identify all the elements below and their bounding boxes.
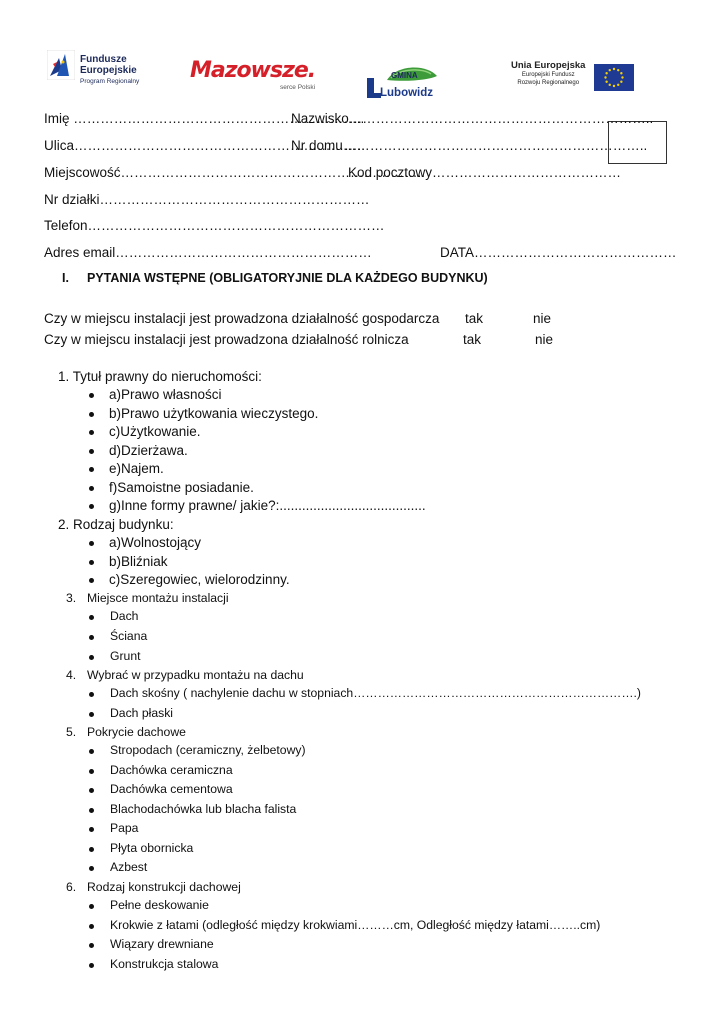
q6-title: Rodzaj konstrukcji dachowej <box>87 880 241 894</box>
bullet-icon <box>89 827 94 832</box>
bullet-icon <box>89 769 94 774</box>
q1-option[interactable]: b)Prawo użytkowania wieczystego. <box>109 405 319 421</box>
q6-option[interactable]: Pełne deskowanie <box>110 898 209 912</box>
bullet-icon <box>89 847 94 852</box>
section-title: PYTANIA WSTĘPNE (OBLIGATORYJNIE DLA KAŻDEGO BUDYNKU) <box>87 271 488 285</box>
ue-line3: Rozwoju Regionalnego <box>517 80 580 86</box>
q1-title: 1. Tytuł prawny do nieruchomości: <box>58 369 262 384</box>
q5-option[interactable]: Płyta obornicka <box>110 840 194 855</box>
q5-option[interactable]: Blachodachówka lub blacha falista <box>110 801 297 816</box>
q5-title: Pokrycie dachowe <box>87 725 186 739</box>
name-field[interactable]: Imię ……………………………………………………….. <box>44 111 365 126</box>
q2-option[interactable]: b)Bliźniak <box>109 553 168 569</box>
bullet-icon <box>89 449 94 454</box>
q3-option[interactable]: Grunt <box>110 649 141 663</box>
agriculture-yes-option[interactable]: tak <box>463 332 482 347</box>
plot-number-field[interactable]: Nr działki…………………………………………………… <box>44 192 370 207</box>
bullet-icon <box>89 578 94 583</box>
surname-field[interactable]: Nazwisko………………………………………………………….. <box>291 111 654 126</box>
street-field[interactable]: Ulica……………………………………………………….. <box>44 138 366 153</box>
q4-option[interactable]: Dach skośny ( nachylenie dachu w stopniach…………………………………………………………….) <box>110 686 641 700</box>
bullet-icon <box>89 412 94 417</box>
date-field[interactable]: DATA……………………………………… <box>440 245 677 260</box>
agriculture-no-option[interactable]: nie <box>535 332 554 347</box>
q1-option[interactable]: e)Najem. <box>109 461 164 476</box>
logos-header <box>0 44 724 100</box>
phone-field[interactable]: Telefon………………………………………………………… <box>44 218 385 233</box>
bullet-icon <box>89 467 94 472</box>
q5-option[interactable]: Dachówka ceramiczna <box>110 762 233 777</box>
q3-option[interactable]: Ściana <box>110 629 148 643</box>
business-yes-option[interactable]: tak <box>465 311 484 326</box>
bullet-icon <box>89 963 94 968</box>
ue-line2: Europejski Fundusz <box>521 71 575 78</box>
q2-option[interactable]: c)Szeregowiec, wielorodzinny. <box>109 572 290 587</box>
q2-title: 2. Rodzaj budynku: <box>58 517 174 532</box>
gmina-lubowidz-logo-icon <box>367 66 447 102</box>
mazowsze-subtitle: serce Polski <box>280 84 316 91</box>
q3-number: 3. <box>66 591 77 605</box>
bullet-icon <box>89 943 94 948</box>
bullet-icon <box>89 504 94 509</box>
q4-option[interactable]: Dach płaski <box>110 706 173 720</box>
fundusze-line3: Program Regionalny <box>80 78 140 85</box>
q1-option[interactable]: d)Dzierżawa. <box>109 442 188 458</box>
q1-option[interactable]: f)Samoistne posiadanie. <box>109 479 254 495</box>
bullet-icon <box>89 560 94 565</box>
bullet-icon <box>89 486 94 491</box>
section-numeral: I. <box>62 271 69 285</box>
bullet-icon <box>89 788 94 793</box>
bullet-icon <box>89 541 94 546</box>
ue-title: Unia Europejska <box>511 60 586 71</box>
bullet-icon <box>89 808 94 813</box>
fundusze-europejskie-logo-icon <box>47 50 75 80</box>
email-field[interactable]: Adres email………………………………………………… <box>44 245 372 260</box>
q4-number: 4. <box>66 668 77 682</box>
q1-option[interactable]: g)Inne formy prawne/ jakie?:....................................... <box>109 498 426 513</box>
postal-code-field[interactable]: Kod pocztowy…………………………………… <box>348 165 622 180</box>
fundusze-europejskie-text <box>80 54 139 87</box>
bullet-icon <box>89 655 94 660</box>
fundusze-line2: Europejskie <box>80 65 137 76</box>
fundusze-line1: Fundusze <box>80 54 127 65</box>
q1-option[interactable]: a)Prawo własności <box>109 387 222 402</box>
q3-option[interactable]: Dach <box>110 609 139 623</box>
q5-option[interactable]: Azbest <box>110 860 148 874</box>
house-number-field[interactable]: Nr domu………………………………………………………….. <box>291 138 648 153</box>
q5-option[interactable]: Dachówka cementowa <box>110 782 233 796</box>
question-business: Czy w miejscu instalacji jest prowadzona działalność gospodarcza <box>44 311 440 326</box>
bullet-icon <box>89 430 94 435</box>
q3-title: Miejsce montażu instalacji <box>87 591 229 605</box>
question-agriculture: Czy w miejscu instalacji jest prowadzona działalność rolnicza <box>44 332 409 347</box>
bullet-icon <box>89 924 94 929</box>
q6-number: 6. <box>66 880 77 894</box>
bullet-icon <box>89 749 94 754</box>
mazowsze-logo: Mazowsze. <box>190 58 316 83</box>
bullet-icon <box>89 904 94 909</box>
q5-number: 5. <box>66 725 77 739</box>
q5-option[interactable]: Papa <box>110 821 139 835</box>
bullet-icon <box>89 692 94 697</box>
gmina-name-text: Lubowidz <box>380 87 434 99</box>
q2-option[interactable]: a)Wolnostojący <box>109 535 202 550</box>
gmina-top-text: GMINA <box>391 71 418 80</box>
q5-option[interactable]: Stropodach (ceramiczny, żelbetowy) <box>110 743 306 757</box>
q4-title: Wybrać w przypadku montażu na dachu <box>87 668 304 682</box>
town-field[interactable]: Miejscowość………………………………………………………….. <box>44 165 426 180</box>
q6-option[interactable]: Wiązary drewniane <box>110 937 214 951</box>
q1-option[interactable]: c)Użytkowanie. <box>109 424 201 439</box>
ue-text <box>511 62 585 88</box>
bullet-icon <box>89 615 94 620</box>
q6-option[interactable]: Krokwie z łatami (odległość między krokwiami………cm, Odległość między łatami……..cm) <box>110 917 601 932</box>
bullet-icon <box>89 712 94 717</box>
eu-flag-icon <box>594 64 634 91</box>
bullet-icon <box>89 635 94 640</box>
bullet-icon <box>89 866 94 871</box>
bullet-icon <box>89 393 94 398</box>
q6-option[interactable]: Konstrukcja stalowa <box>110 956 219 971</box>
business-no-option[interactable]: nie <box>533 311 552 326</box>
